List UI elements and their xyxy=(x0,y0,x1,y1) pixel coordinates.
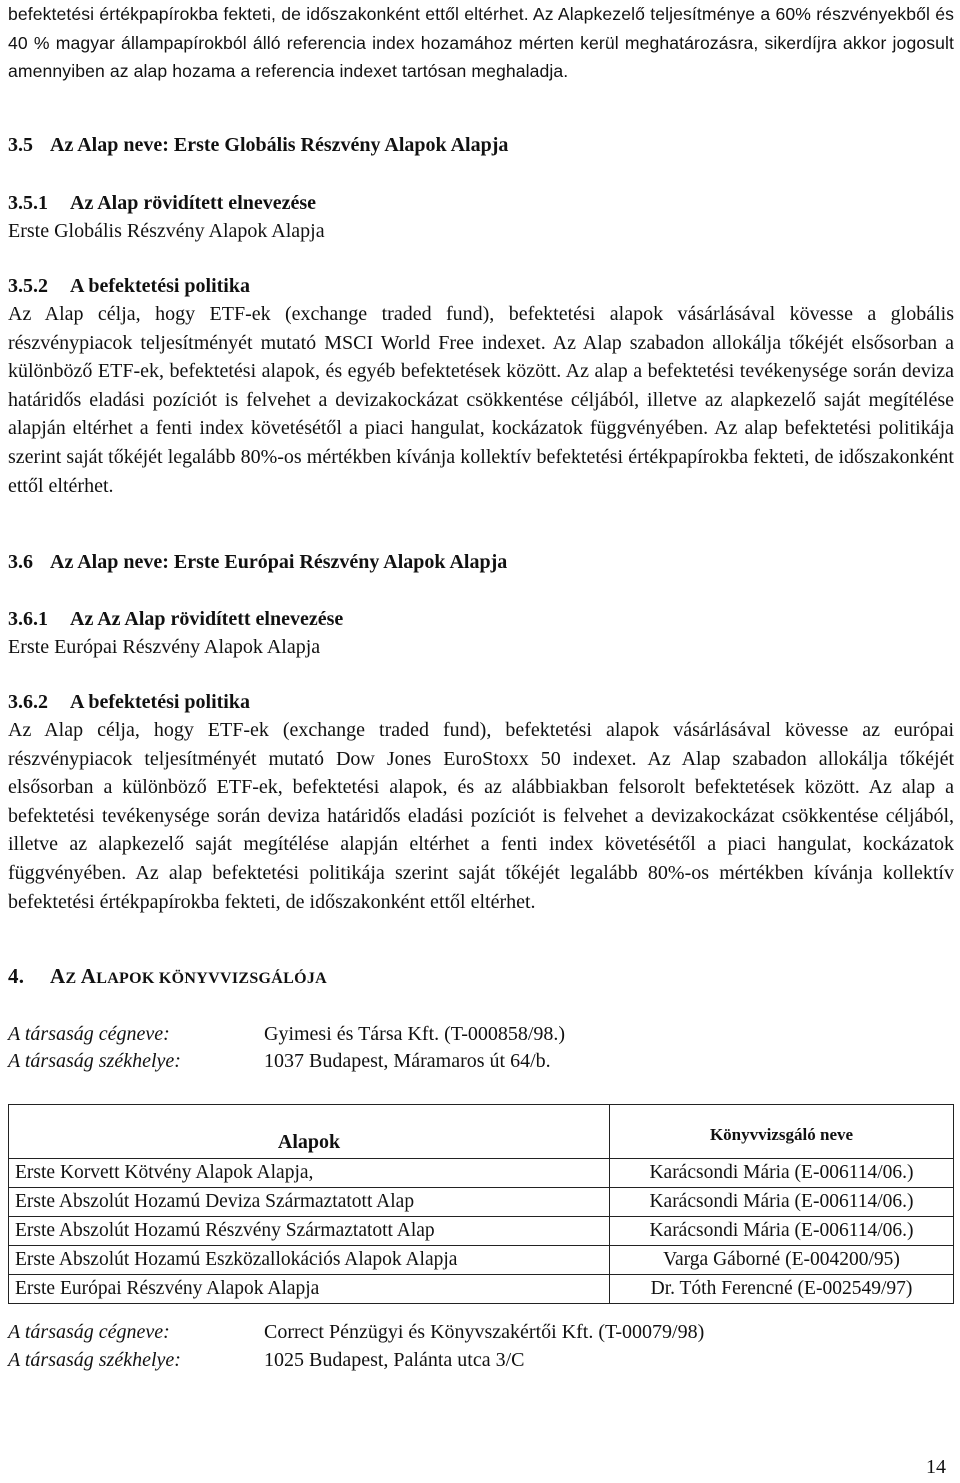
field-value: 1037 Budapest, Máramaros út 64/b. xyxy=(264,1050,551,1072)
field-label: A társaság székhelye: xyxy=(8,1050,181,1072)
column-header-funds: Alapok xyxy=(9,1105,610,1159)
short-name-3-5: Erste Globális Részvény Alapok Alapja xyxy=(8,220,325,242)
auditor-company-1 xyxy=(8,1020,954,1048)
section-title: Az Alap neve: Erste Európai Részvény Alapok Alapja xyxy=(50,551,508,573)
section-number: 3.6 xyxy=(8,551,33,573)
fund-cell: Erste Abszolút Hozamú Részvény Származtatott Alap xyxy=(9,1217,610,1246)
section-3-6-2-heading xyxy=(8,688,954,716)
subsection-title: A befektetési politika xyxy=(70,275,250,297)
table-row xyxy=(9,1159,954,1188)
subsection-title: Az Az Alap rövidített elnevezése xyxy=(70,608,344,630)
table-row xyxy=(9,1188,954,1217)
field-value: 1025 Budapest, Palánta utca 3/C xyxy=(264,1349,525,1371)
table-row xyxy=(9,1246,954,1275)
auditor-cell: Varga Gáborné (E-004200/95) xyxy=(610,1246,954,1275)
table-header-row xyxy=(9,1105,954,1159)
short-name-3-6: Erste Európai Részvény Alapok Alapja xyxy=(8,636,321,658)
fund-cell: Erste Európai Részvény Alapok Alapja xyxy=(9,1275,610,1304)
page-number: 14 xyxy=(926,1456,946,1478)
section-3-5-1-heading xyxy=(8,189,954,217)
subsection-title: Az Alap rövidített elnevezése xyxy=(70,192,317,214)
section-3-5-heading xyxy=(8,131,954,159)
section-4-heading: 4. AZ ALAPOK KÖNYVVIZSGÁLÓJA xyxy=(8,964,327,988)
policy-3-5: Az Alap célja, hogy ETF-ek (exchange traded fund), befektetési alapok vásárlásával kövesse a globális részvénypiacok teljesítményét mutató MSCI World Free indexet. Az Alap szabadon allokálja tőkéjét elsősorban a különböző ETF-ek, befektetési alapok, és egyéb befektetések között. Az alap a befektetési tevékenysége során deviza határidős eladási pozíciót is felvehet a devizakockázat csökkentése céljából, illetve az alapkezelő saját megítélése alapján eltérhet a fenti index követésétől a piaci hangulat, kockázatok függvényében. Az alap befektetési politikája szerint saját tőkéjét legalább 80%-os mértékben kívánja kollektív befektetési értékpapírokba fekteti, de időszakonként ettől eltérhet. xyxy=(8,303,954,497)
subsection-title: A befektetési politika xyxy=(70,691,250,713)
auditor-table xyxy=(8,1104,954,1304)
table-row xyxy=(9,1275,954,1304)
section-title: Az Alap neve: Erste Globális Részvény Alapok Alapja xyxy=(50,134,509,156)
section-3-6-heading xyxy=(8,548,954,576)
auditor-cell: Karácsondi Mária (E-006114/06.) xyxy=(610,1217,954,1246)
field-value: Correct Pénzügyi és Könyvszakértői Kft. (T-00079/98) xyxy=(264,1321,705,1343)
auditor-cell: Karácsondi Mária (E-006114/06.) xyxy=(610,1188,954,1217)
section-3-6-1-heading xyxy=(8,605,954,633)
field-value: Gyimesi és Társa Kft. (T-000858/98.) xyxy=(264,1023,566,1045)
auditor-cell: Dr. Tóth Ferencné (E-002549/97) xyxy=(610,1275,954,1304)
field-label: A társaság székhelye: xyxy=(8,1349,181,1371)
auditor-company-2 xyxy=(8,1318,954,1346)
subsection-number: 3.6.1 xyxy=(8,608,48,630)
section-number: 4. xyxy=(8,964,25,988)
auditor-cell: Karácsondi Mária (E-006114/06.) xyxy=(610,1159,954,1188)
intro-paragraph: befektetési értékpapírokba fekteti, de időszakonként ettől eltérhet. Az Alapkezelő teljesítménye a 60% részvényekből és 40 % magyar állampapírokból álló referencia index hozamához mérten kerül meghatározásra, sikerdíjra akkor jogosult amennyiben az alap hozama a referencia indexet tartósan meghaladja. xyxy=(8,4,954,82)
fund-cell: Erste Abszolút Hozamú Deviza Származtatott Alap xyxy=(9,1188,610,1217)
policy-3-6: Az Alap célja, hogy ETF-ek (exchange traded fund), befektetési alapok vásárlásával kövesse az európai részvénypiacok teljesítményét mutató Dow Jones EuroStoxx 50 indexet. Az Alap szabadon allokálja tőkéjét elsősorban a különböző ETF-ek, befektetési alapok, és az alábbiakban felsorolt befektetések között. Az alap a befektetési tevékenysége során deviza határidős eladási pozíciót is felvehet a devizakockázat csökkentése céljából, illetve az alapkezelő saját megítélése alapján eltérhet a fenti index követésétől a piaci hangulat, kockázatok függvényében. Az alap befektetési politikája szerint saját tőkéjét legalább 80%-os mértékben kívánja kollektív befektetési értékpapírokba fekteti, de időszakonként ettől eltérhet. xyxy=(8,719,954,913)
subsection-number: 3.5.2 xyxy=(8,275,48,297)
auditor-seat-2 xyxy=(8,1346,954,1374)
fund-cell: Erste Korvett Kötvény Alapok Alapja, xyxy=(9,1159,610,1188)
auditor-seat-1 xyxy=(8,1047,954,1075)
section-number: 3.5 xyxy=(8,134,33,156)
subsection-number: 3.5.1 xyxy=(8,192,48,214)
table-row xyxy=(9,1217,954,1246)
column-header-auditor: Könyvvizsgáló neve xyxy=(610,1105,954,1159)
field-label: A társaság cégneve: xyxy=(8,1023,170,1045)
section-3-5-2-heading xyxy=(8,272,954,300)
subsection-number: 3.6.2 xyxy=(8,691,48,713)
fund-cell: Erste Abszolút Hozamú Eszközallokációs Alapok Alapja xyxy=(9,1246,610,1275)
field-label: A társaság cégneve: xyxy=(8,1321,170,1343)
